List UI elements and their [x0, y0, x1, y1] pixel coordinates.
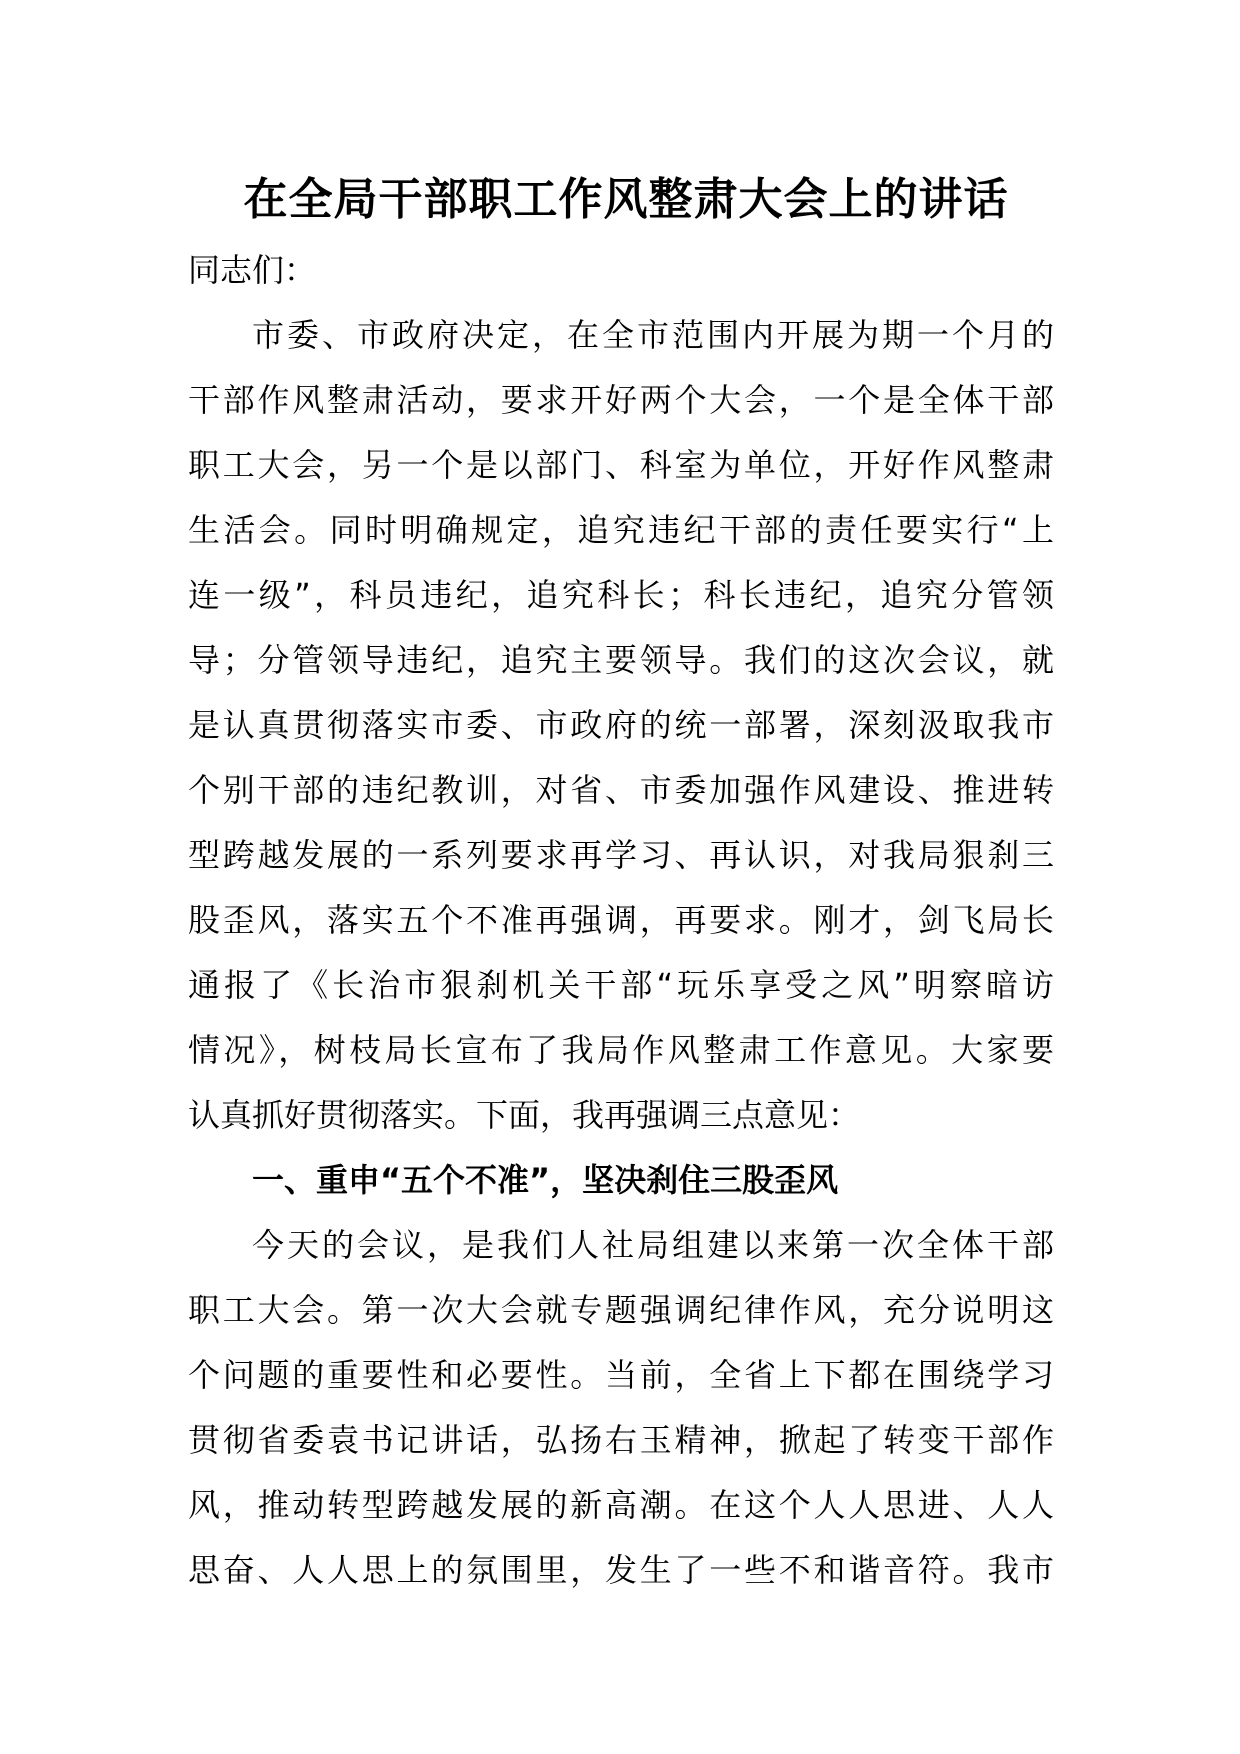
- paragraph-line: 职工大会。第一次大会就专题强调纪律作风，充分说明这: [188, 1291, 1054, 1329]
- paragraph-line: 连一级”，科员违纪，追究科长；科长违纪，追究分管领: [188, 576, 1054, 614]
- document-body: [188, 238, 1054, 1603]
- paragraph-line: 思奋、人人思上的氛围里，发生了一些不和谐音符。我市: [188, 1551, 1054, 1589]
- paragraph-line: 风，推动转型跨越发展的新高潮。在这个人人思进、人人: [188, 1486, 1054, 1524]
- paragraph-line: 导；分管领导违纪，追究主要领导。我们的这次会议，就: [188, 641, 1054, 679]
- paragraph-line: 职工大会，另一个是以部门、科室为单位，开好作风整肃: [188, 446, 1054, 484]
- paragraph-line: 情况》，树枝局长宣布了我局作风整肃工作意见。大家要: [188, 1031, 1054, 1069]
- section-heading: 一、重申“五个不准”，坚决刹住三股歪风: [252, 1161, 839, 1199]
- paragraph-line: 认真抓好贯彻落实。下面，我再强调三点意见：: [188, 1096, 861, 1134]
- paragraph-line: 市委、市政府决定，在全市范围内开展为期一个月的: [252, 316, 1054, 354]
- paragraph-line: 贯彻省委袁书记讲话，弘扬右玉精神，掀起了转变干部作: [188, 1421, 1054, 1459]
- paragraph-line: 是认真贯彻落实市委、市政府的统一部署，深刻汲取我市: [188, 706, 1054, 744]
- salutation: 同志们：: [188, 251, 317, 289]
- paragraph-line: 生活会。同时明确规定，追究违纪干部的责任要实行“上: [188, 511, 1054, 549]
- paragraph-line: 型跨越发展的一系列要求再学习、再认识，对我局狠刹三: [188, 836, 1054, 874]
- paragraph-line: 通报了《长治市狠刹机关干部“玩乐享受之风”明察暗访: [188, 966, 1054, 1004]
- document-title: 在全局干部职工作风整肃大会上的讲话: [243, 174, 1009, 225]
- paragraph-line: 个别干部的违纪教训，对省、市委加强作风建设、推进转: [188, 771, 1054, 809]
- paragraph-line: 股歪风，落实五个不准再强调，再要求。刚才，剑飞局长: [188, 901, 1054, 939]
- paragraph-line: 今天的会议，是我们人社局组建以来第一次全体干部: [252, 1226, 1054, 1264]
- paragraph-line: 干部作风整肃活动，要求开好两个大会，一个是全体干部: [188, 381, 1054, 419]
- paragraph-line: 个问题的重要性和必要性。当前，全省上下都在围绕学习: [188, 1356, 1054, 1394]
